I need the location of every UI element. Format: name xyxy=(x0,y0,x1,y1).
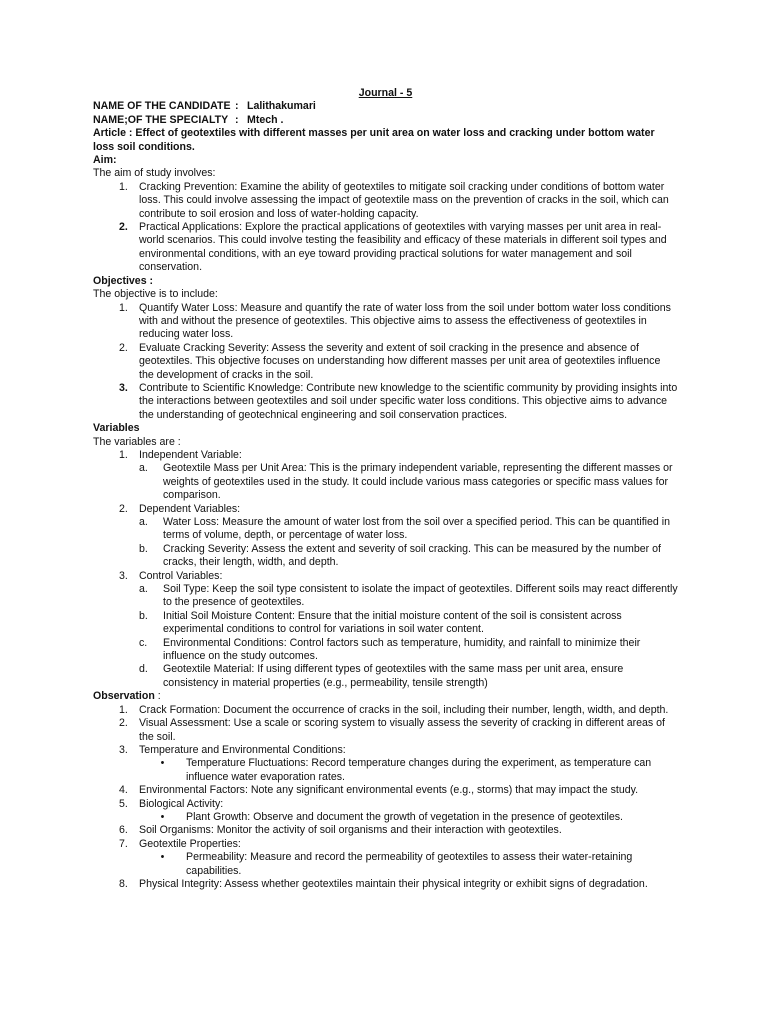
observation-item-number: 6. xyxy=(119,824,128,837)
observation-item-number: 2. xyxy=(119,717,128,730)
observation-item-text: Geotextile Properties: xyxy=(139,837,241,850)
variable-item xyxy=(139,610,678,637)
candidate-row xyxy=(93,100,678,113)
variable-item xyxy=(139,663,678,690)
objective-item-text: Quantify Water Loss: Measure and quantify the rate of water loss from the soil under bottom water loss conditions with and without the presence of geotextiles. This objective aims to assess the effectiveness of geotextiles in reducing water loss. xyxy=(139,301,671,341)
observation-item-number: 7. xyxy=(119,837,128,850)
observation-item xyxy=(93,717,678,744)
variable-group-title: Independent Variable: xyxy=(139,448,242,461)
objective-item xyxy=(93,302,678,342)
observation-bullet-item xyxy=(139,811,678,824)
objective-item xyxy=(93,382,678,422)
specialty-value: Mtech . xyxy=(247,113,284,126)
observation-item-text: Visual Assessment: Use a scale or scoring system to visually assess the severity of cracking in different areas of the soil. xyxy=(139,717,665,743)
aim-item-text: Practical Applications: Explore the practical applications of geotextiles with varying masses per unit area in real-world scenarios. This could involve testing the feasibility and efficacy of these materials in different soil types and environmental conditions, with an eye toward providing practical solutions for water management and soil conservation. xyxy=(139,221,667,274)
objective-item-number: 2. xyxy=(119,341,128,354)
observation-heading: Observation xyxy=(93,690,155,703)
specialty-label: NAME;OF THE SPECIALTY xyxy=(93,113,229,126)
observation-bullet-item xyxy=(139,851,678,878)
variable-item xyxy=(139,516,678,543)
variable-item xyxy=(139,583,678,610)
variable-item xyxy=(139,637,678,664)
objective-item-text: Contribute to Scientific Knowledge: Contribute new knowledge to the scientific community by providing insights into the interactions between geotextiles and soil under specific water loss conditions. This objective aims to advance the understanding of geotechnical engineering and soil conservation practices. xyxy=(139,381,678,421)
variable-group-number: 1. xyxy=(119,448,128,461)
aim-item-number: 1. xyxy=(119,180,128,193)
document-page xyxy=(93,87,678,891)
variable-item-letter: c. xyxy=(139,636,148,649)
variable-group-number: 2. xyxy=(119,502,128,515)
aim-item-text: Cracking Prevention: Examine the ability of geotextiles to mitigate soil cracking under conditions of bottom water loss. This could involve assessing the impact of geotextile mass on the prevention of cracks in the soil, which can contribute to soil erosion and loss of water-holding capacity. xyxy=(139,180,669,220)
aim-intro: The aim of study involves: xyxy=(93,167,216,180)
observation-item-number: 8. xyxy=(119,877,128,890)
variable-item-text: Geotextile Mass per Unit Area: This is the primary independent variable, representing the different masses or weights of geotextiles used in the study. It could include various mass categories or specific mass values for comparison. xyxy=(163,462,673,502)
observation-item xyxy=(93,878,678,891)
observation-item xyxy=(93,824,678,837)
objective-item xyxy=(93,342,678,382)
variable-item-text: Initial Soil Moisture Content: Ensure that the initial moisture content of the soil is consistent across experimental conditions to control for variations in soil water content. xyxy=(163,609,622,636)
variable-group-title: Dependent Variables: xyxy=(139,502,241,515)
objectives-intro: The objective is to include: xyxy=(93,288,218,301)
candidate-value: Lalithakumari xyxy=(247,100,316,113)
aim-item xyxy=(93,181,678,221)
candidate-label: NAME OF THE CANDIDATE xyxy=(93,100,231,113)
variable-item-letter: d. xyxy=(139,663,148,676)
objective-item-number: 1. xyxy=(119,301,128,314)
variable-group-number: 3. xyxy=(119,569,128,582)
variable-item xyxy=(139,462,678,502)
observation-item xyxy=(93,704,678,717)
observation-item-number: 5. xyxy=(119,797,128,810)
objective-item-number: 3. xyxy=(119,381,128,394)
journal-title: Journal - 5 xyxy=(358,87,413,99)
observation-item-text: Soil Organisms: Monitor the activity of soil organisms and their interaction with geotextiles. xyxy=(139,824,562,837)
observation-bullet-text: Permeability: Measure and record the permeability of geotextiles to assess their water-retaining capabilities. xyxy=(186,851,633,877)
candidate-colon: : xyxy=(235,100,239,113)
observation-item xyxy=(93,798,678,811)
observation-item-text: Physical Integrity: Assess whether geotextiles maintain their physical integrity or exhibit signs of degradation. xyxy=(139,877,648,890)
variable-item-text: Environmental Conditions: Control factors such as temperature, humidity, and rainfall to minimize their influence on the study outcomes. xyxy=(163,636,641,663)
specialty-colon: : xyxy=(235,113,239,126)
variable-item-text: Soil Type: Keep the soil type consistent to isolate the impact of geotextiles. Different soils may react differently to the presence of geotextiles. xyxy=(163,583,678,609)
variable-item-text: Cracking Severity: Assess the extent and severity of soil cracking. This can be measured by the number of cracks, their length, width, and depth. xyxy=(163,542,661,569)
observation-item-text: Temperature and Environmental Conditions: xyxy=(139,743,346,756)
variable-item xyxy=(139,543,678,570)
variable-group xyxy=(93,503,678,516)
variables-heading: Variables xyxy=(93,422,140,435)
variable-item-letter: a. xyxy=(139,516,148,528)
observation-heading-suffix: : xyxy=(154,690,161,703)
bullet-icon: • xyxy=(160,851,165,864)
observation-bullet-text: Temperature Fluctuations: Record temperature changes during the experiment, as temperature can influence water evaporation rates. xyxy=(186,757,652,783)
observation-bullet-text: Plant Growth: Observe and document the growth of vegetation in the presence of geotextiles. xyxy=(186,810,623,823)
variables-intro: The variables are : xyxy=(93,435,181,448)
observation-item-text: Environmental Factors: Note any significant environmental events (e.g., storms) that may impact the study. xyxy=(139,784,639,797)
objective-item-text: Evaluate Cracking Severity: Assess the severity and extent of soil cracking in the presence and absence of geotextiles. This objective focuses on understanding how different masses per unit area of geotextiles influence the development of cracks in the soil. xyxy=(139,341,661,381)
variable-item-letter: b. xyxy=(139,609,148,622)
observation-bullet-item xyxy=(139,757,678,784)
variable-group xyxy=(93,449,678,462)
variable-item-text: Geotextile Material: If using different types of geotextiles with the same mass per unit area, ensure consistency in material properties (e.g., permeability, tensile strength) xyxy=(163,663,624,689)
objectives-heading: Objectives : xyxy=(93,274,154,287)
observation-item xyxy=(93,784,678,797)
observation-item-text: Crack Formation: Document the occurrence of cracks in the soil, including their number, length, width, and depth. xyxy=(139,703,669,716)
variable-item-letter: a. xyxy=(139,583,148,596)
bullet-icon: • xyxy=(160,810,165,823)
bullet-icon: • xyxy=(160,757,165,770)
observation-item xyxy=(93,744,678,757)
observation-item xyxy=(93,838,678,851)
variable-item-letter: b. xyxy=(139,542,148,555)
specialty-row xyxy=(93,114,678,127)
aim-item xyxy=(93,221,678,275)
variable-item-text: Water Loss: Measure the amount of water lost from the soil over a specified period. This can be quantified in terms of volume, depth, or percentage of water loss. xyxy=(163,516,670,542)
variable-item-letter: a. xyxy=(139,462,148,475)
variable-group xyxy=(93,570,678,583)
observation-heading-row xyxy=(93,690,678,703)
observation-item-number: 1. xyxy=(119,703,128,716)
aim-heading: Aim: xyxy=(93,154,117,167)
observation-item-text: Biological Activity: xyxy=(139,797,224,810)
aim-item-number: 2. xyxy=(119,221,128,234)
article-title: Article : Effect of geotextiles with different masses per unit area on water loss and cracking under bottom water loss soil conditions. xyxy=(93,127,655,153)
observation-item-number: 3. xyxy=(119,743,128,756)
observation-item-number: 4. xyxy=(119,784,128,797)
variable-group-title: Control Variables: xyxy=(139,569,223,582)
